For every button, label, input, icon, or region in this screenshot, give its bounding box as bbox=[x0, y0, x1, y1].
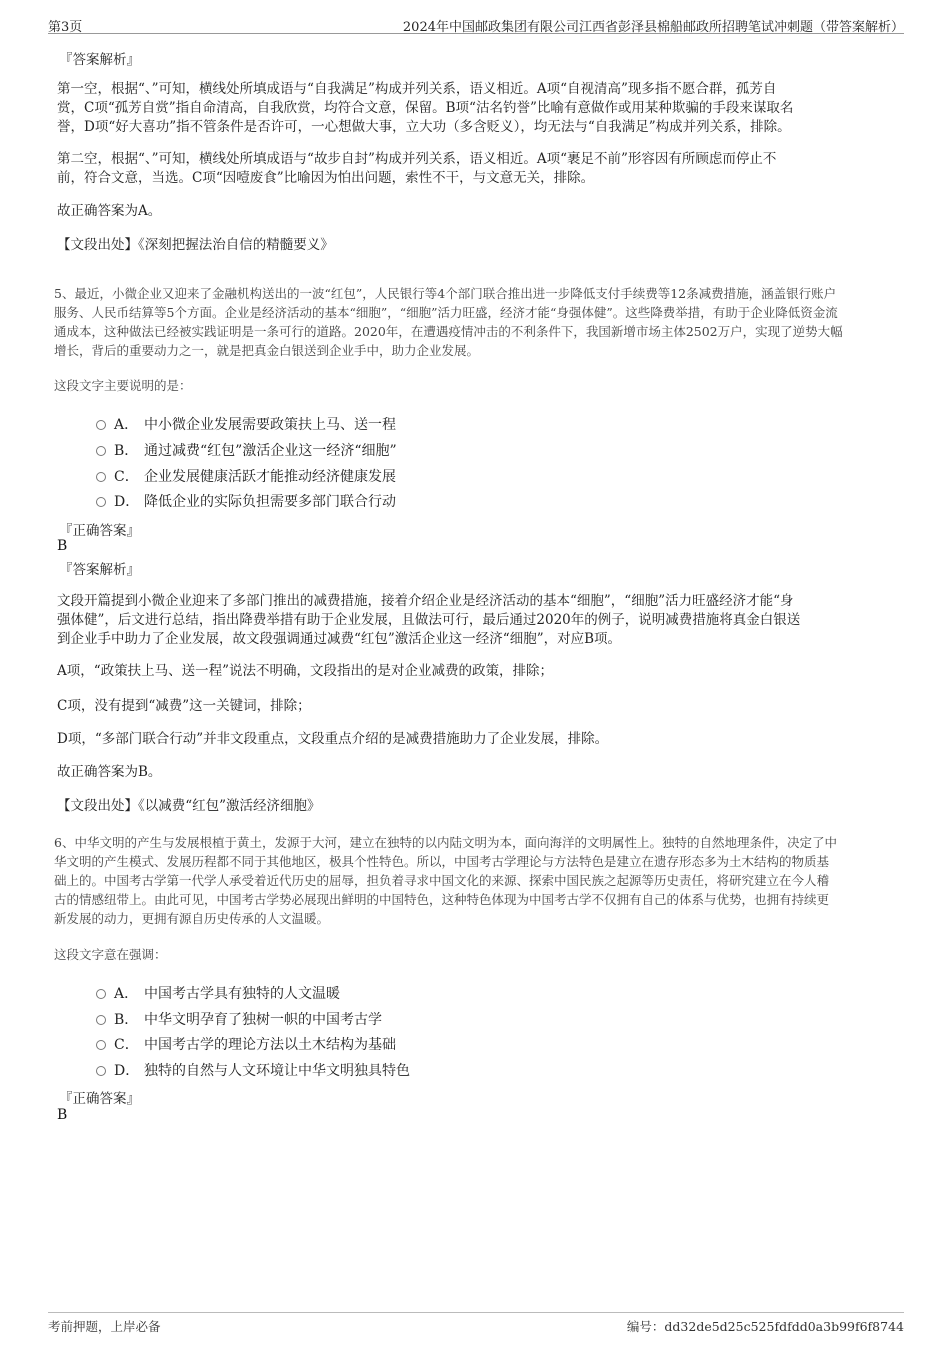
text-line: 到企业手中助力了企业发展，故文段强调通过减费“红包”激活企业这一经济“细胞”，对应B项。 bbox=[57, 631, 622, 647]
q5-source: 【文段出处】《以减费“红包”激活经济细胞》 bbox=[57, 798, 321, 814]
q5-option-c[interactable] bbox=[96, 466, 396, 486]
document-title: 2024年中国邮政集团有限公司江西省彭泽县棉船邮政所招聘笔试冲刺题（带答案解析） bbox=[402, 20, 904, 35]
text-line: 新发展的动力，更拥有源自历史传承的人文温暖。 bbox=[54, 911, 330, 926]
q5-option-d[interactable] bbox=[96, 491, 396, 511]
page-footer bbox=[48, 1312, 904, 1334]
q6-option-a[interactable] bbox=[96, 983, 340, 1003]
text-line: 赏，C项“孤芳自赏”指自命清高，自我欣赏，均符合文意，保留。B项“沽名钓誉”比喻有意做作或用某种欺骗的手段来谋取名 bbox=[57, 100, 794, 116]
radio-icon[interactable] bbox=[96, 989, 106, 999]
option-text: 中国考古学具有独特的人文温暖 bbox=[144, 986, 340, 1002]
option-text: 独特的自然与人文环境让中华文明独具特色 bbox=[144, 1063, 410, 1079]
option-key: A． bbox=[114, 986, 139, 1002]
radio-icon[interactable] bbox=[96, 1015, 106, 1025]
q5-answer-label: 『正确答案』 bbox=[59, 523, 140, 539]
option-key: A． bbox=[114, 417, 139, 433]
option-text: 中国考古学的理论方法以土木结构为基础 bbox=[144, 1037, 396, 1053]
text-line: 6、中华文明的产生与发展根植于黄土，发源于大河，建立在独特的以内陆文明为本，面向海洋的文明属性上。独特的自然地理条件，决定了中 bbox=[54, 835, 837, 850]
option-text: 通过减费“红包”激活企业这一经济“细胞” bbox=[144, 443, 397, 459]
q6-option-b[interactable] bbox=[96, 1009, 382, 1029]
text-line: 5、最近，小微企业又迎来了金融机构送出的一波“红包”，人民银行等4个部门联合推出进一步降低支付手续费等12条减费措施，涵盖银行账户 bbox=[54, 286, 837, 301]
q4-analysis-label: 『答案解析』 bbox=[59, 52, 140, 68]
q6-answer-label: 『正确答案』 bbox=[59, 1091, 140, 1107]
radio-icon[interactable] bbox=[96, 497, 106, 507]
q5-analysis-d: D项，“多部门联合行动”并非文段重点，文段重点介绍的是减费措施助力了企业发展，排除。 bbox=[57, 731, 609, 747]
q5-analysis-a: A项，“政策扶上马、送一程”说法不明确，文段指出的是对企业减费的政策，排除； bbox=[57, 663, 554, 679]
text-line: 第一空，根据“、”可知，横线处所填成语与“自我满足”构成并列关系，语义相近。A项“自视清高”现多指不愿合群，孤芳自 bbox=[57, 81, 777, 97]
option-text: 降低企业的实际负担需要多部门联合行动 bbox=[144, 494, 396, 510]
text-line: 强体健”，后文进行总结，指出降费举措有助于企业发展，且做法可行，最后通过2020年的例子，说明减费措施将真金白银送 bbox=[57, 612, 801, 628]
option-text: 企业发展健康活跃才能推动经济健康发展 bbox=[144, 469, 396, 485]
q5-option-a[interactable] bbox=[96, 414, 396, 434]
q5-option-b[interactable] bbox=[96, 440, 397, 460]
text-line: 誉，D项“好大喜功”指不管条件是否许可，一心想做大事，立大功（多含贬义），均无法与“自我满足”构成并列关系，排除。 bbox=[57, 119, 791, 135]
option-key: C． bbox=[114, 1037, 139, 1053]
radio-icon[interactable] bbox=[96, 1066, 106, 1076]
option-key: B． bbox=[114, 443, 139, 459]
footer-slogan: 考前押题，上岸必备 bbox=[48, 1319, 161, 1334]
text-line: 古的情感纽带上。由此可见，中国考古学势必展现出鲜明的中国特色，这种特色体现为中国考古学不仅拥有自己的体系与优势，也拥有持续更 bbox=[54, 892, 830, 907]
q4-analysis-para1 bbox=[57, 80, 897, 137]
q5-analysis-c: C项，没有提到“减费”这一关键词，排除； bbox=[57, 698, 311, 714]
q6-stem bbox=[54, 833, 900, 928]
text-line: 前，符合文意，当选。C项“因噎废食”比喻因为怕出问题，索性不干，与文意无关，排除。 bbox=[57, 170, 595, 186]
q4-conclusion: 故正确答案为A。 bbox=[57, 203, 162, 219]
q4-source: 【文段出处】《深刻把握法治自信的精髓要义》 bbox=[57, 237, 334, 253]
text-line: 第二空，根据“、”可知，横线处所填成语与“故步自封”构成并列关系，语义相近。A项“裹足不前”形容因有所顾虑而停止不 bbox=[57, 151, 777, 167]
q5-stem bbox=[54, 284, 900, 360]
document-id: 编号：dd32de5d25c525fdfdd0a3b99f6f8744 bbox=[626, 1319, 904, 1334]
radio-icon[interactable] bbox=[96, 472, 106, 482]
text-line: 服务、人民币结算等5个方面。企业是经济活动的基本“细胞”，“细胞”活力旺盛，经济才能“身强体健”。这些降费举措，有助于企业降低资金流 bbox=[54, 305, 838, 320]
text-line: 华文明的产生模式、发展历程都不同于其他地区，极具个性特色。所以，中国考古学理论与方法特色是建立在遗存形态多为土木结构的物质基 bbox=[54, 854, 830, 869]
q5-answer: B bbox=[57, 538, 68, 554]
q6-question: 这段文字意在强调： bbox=[54, 947, 167, 962]
option-key: B． bbox=[114, 1012, 139, 1028]
radio-icon[interactable] bbox=[96, 1040, 106, 1050]
option-text: 中华文明孕育了独树一帜的中国考古学 bbox=[144, 1012, 382, 1028]
q5-conclusion: 故正确答案为B。 bbox=[57, 764, 162, 780]
text-line: 文段开篇提到小微企业迎来了多部门推出的减费措施，接着介绍企业是经济活动的基本“细胞”，“细胞”活力旺盛经济才能“身 bbox=[57, 593, 794, 609]
q6-option-d[interactable] bbox=[96, 1060, 410, 1080]
q4-analysis-para2 bbox=[57, 150, 897, 188]
option-text: 中小微企业发展需要政策扶上马、送一程 bbox=[144, 417, 396, 433]
radio-icon[interactable] bbox=[96, 420, 106, 430]
q5-question: 这段文字主要说明的是： bbox=[54, 378, 192, 393]
page-header bbox=[48, 12, 904, 34]
text-line: 础上的。中国考古学第一代学人承受着近代历史的屈辱，担负着寻求中国文化的来源、探索中国民族之起源等历史责任，将研究建立在今人稽 bbox=[54, 873, 830, 888]
q5-analysis-para1 bbox=[57, 592, 897, 649]
q6-answer: B bbox=[57, 1107, 68, 1123]
option-key: D． bbox=[114, 494, 140, 510]
option-key: D． bbox=[114, 1063, 140, 1079]
page-number: 第3页 bbox=[48, 20, 83, 35]
text-line: 通成本，这种做法已经被实践证明是一条可行的道路。2020年，在遭遇疫情冲击的不利条件下，我国新增市场主体2502万户，实现了逆势大幅 bbox=[54, 324, 843, 339]
q6-option-c[interactable] bbox=[96, 1034, 396, 1054]
q5-analysis-label: 『答案解析』 bbox=[59, 562, 140, 578]
radio-icon[interactable] bbox=[96, 446, 106, 456]
option-key: C． bbox=[114, 469, 139, 485]
text-line: 增长，背后的重要动力之一，就是把真金白银送到企业手中，助力企业发展。 bbox=[54, 343, 480, 358]
